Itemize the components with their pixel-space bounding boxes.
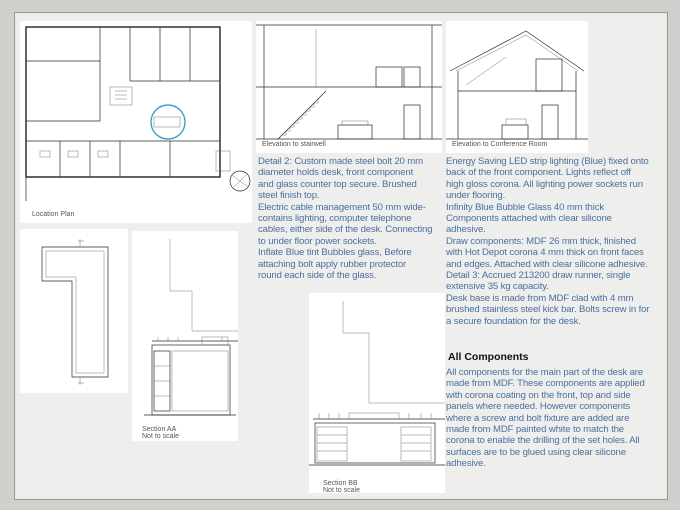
lighting-line: extensive 35 kg capacity. xyxy=(446,281,549,293)
detail-2-line: and glass counter top secure. Brushed xyxy=(258,178,417,190)
section-bb-caption-1: Section BB xyxy=(323,480,358,487)
elevation-conference-caption: Elevation to Conference Room xyxy=(452,141,548,148)
detail-2-line: steel finish top. xyxy=(258,190,320,202)
section-bb-caption-2: Not to scale xyxy=(323,487,360,494)
all-components-text xyxy=(446,367,658,470)
detail-2-line: round each side of the glass. xyxy=(258,270,377,282)
components-line: where a screw and bolt fixture are added are xyxy=(446,412,630,424)
components-line: made from MDF painted white to match the xyxy=(446,424,624,436)
elevation-conference-drawing xyxy=(446,21,588,153)
desk-plan-drawing xyxy=(20,229,128,393)
lighting-line: Infinity Blue Bubble Glass 40 mm thick xyxy=(446,201,604,213)
detail-2-line: to under floor power sockets. xyxy=(258,235,377,247)
location-plan-caption: Location Plan xyxy=(32,211,75,218)
detail-2-line: Electric cable management 50 mm wide- xyxy=(258,201,426,213)
lighting-line: Desk base is made from MDF clad with 4 mm xyxy=(446,292,634,304)
detail-2-line: contains lighting, computer telephone xyxy=(258,213,412,225)
lighting-line: with Hot Depot corona 4 mm thick on front faces xyxy=(446,247,644,259)
detail-2-line: Inflate Blue tint Bubbles glass, Before xyxy=(258,247,412,259)
section-aa-panel xyxy=(132,231,238,441)
detail-2-line: Detail 2: Custom made steel bolt 20 mm xyxy=(258,156,423,167)
detail-2-line: cables, either side of the desk. Connecting xyxy=(258,224,433,236)
elevation-stairwell-drawing xyxy=(256,21,442,153)
section-aa-drawing xyxy=(132,231,238,441)
section-bb-drawing xyxy=(309,293,445,493)
detail-2-line: diameter holds desk, front component xyxy=(258,167,414,179)
lighting-line: Draw components: MDF 26 mm thick, finished xyxy=(446,235,636,247)
detail-2-text xyxy=(258,156,448,281)
components-line: All components for the main part of the desk are xyxy=(446,367,644,378)
section-bb-panel xyxy=(309,293,445,493)
lighting-line: brushed stainless steel kick bar. Bolts screw in for xyxy=(446,304,650,316)
lighting-text xyxy=(446,156,658,327)
components-line: panels where needed. However components xyxy=(446,401,631,413)
location-plan-drawing xyxy=(20,21,252,223)
components-line: adhesive. xyxy=(446,458,486,470)
location-plan-panel xyxy=(20,21,252,223)
lighting-line: back of the front component. Lights reflect off xyxy=(446,167,631,179)
elevation-conference-panel xyxy=(446,21,588,153)
elevation-stairwell-panel xyxy=(256,21,442,153)
components-line: with corona coating on the front, top and side xyxy=(446,389,631,401)
components-line: made from MDF. These components are applied xyxy=(446,378,645,390)
components-line: surfaces are to be glued using clear silicone xyxy=(446,446,626,458)
lighting-line: a secure foundation for the desk. xyxy=(446,315,581,327)
slide xyxy=(14,12,668,500)
lighting-line: under flooring. xyxy=(446,190,506,202)
elevation-stairwell-caption: Elevation to stairwell xyxy=(262,141,326,148)
lighting-line: and edges. Attached with clear silicone adhesive. xyxy=(446,258,648,270)
all-components-heading: All Components xyxy=(448,351,529,363)
desk-plan-panel xyxy=(20,229,128,393)
lighting-line: high gloss corona. All lighting power sockets run xyxy=(446,178,643,190)
lighting-line: adhesive. xyxy=(446,224,486,236)
lighting-line: Detail 3: Accrued 213200 draw runner, single xyxy=(446,270,631,282)
detail-2-line: attaching bolt apply rubber protector xyxy=(258,258,407,270)
section-aa-caption-2: Not to scale xyxy=(142,433,179,440)
lighting-line: Components attached with clear silicone xyxy=(446,213,612,225)
section-aa-caption-1: Section AA xyxy=(142,426,177,433)
components-line: corona to enable the drilling of the set holes. All xyxy=(446,435,640,447)
lighting-line: Energy Saving LED strip lighting (Blue) fixed onto xyxy=(446,156,649,167)
